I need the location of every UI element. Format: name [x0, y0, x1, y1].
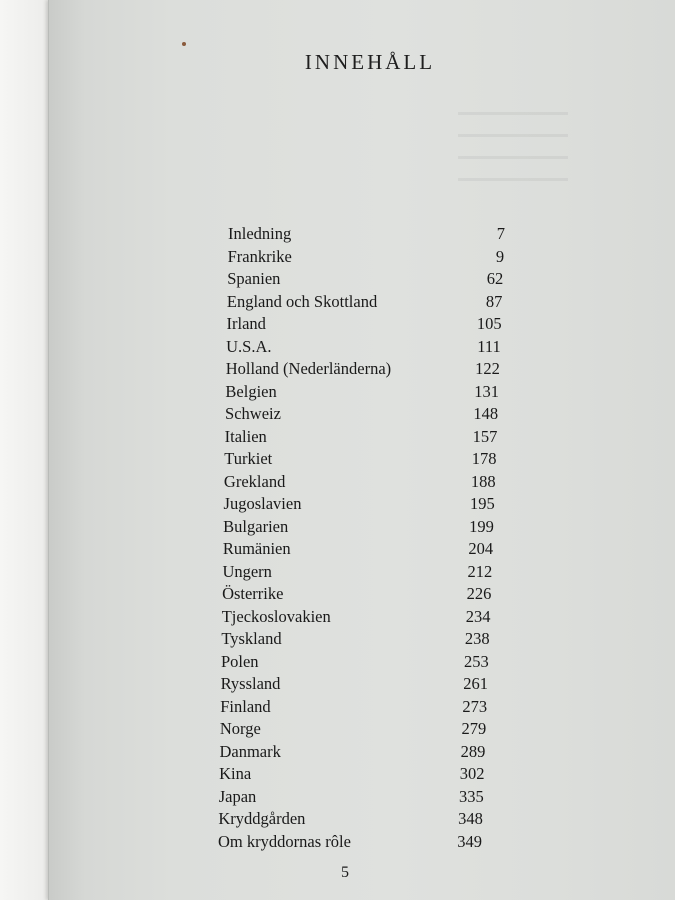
toc-entry-page: 302 [459, 764, 485, 783]
toc-entry-page: 7 [496, 224, 505, 243]
toc-entry [219, 787, 484, 809]
toc-entry-title: Bulgarien [223, 516, 289, 536]
toc-entry-page: 199 [469, 516, 494, 536]
toc-entry [228, 224, 505, 246]
toc-entry [227, 292, 503, 314]
toc-entry [222, 607, 491, 629]
toc-entry-page: 122 [475, 359, 500, 378]
toc-entry-page: 111 [477, 336, 501, 356]
toc-entry [223, 539, 493, 561]
toc-entry-page: 261 [463, 674, 488, 693]
toc-entry-page: 349 [457, 831, 482, 851]
toc-entry [225, 427, 498, 449]
toc-entry-page: 148 [473, 404, 499, 423]
toc-entry [221, 652, 489, 674]
toc-entry-title: Norge [219, 719, 261, 738]
toc-entry-title: Japan [218, 786, 257, 806]
toc-entry [226, 337, 501, 359]
toc-entry-title: Frankrike [227, 246, 292, 266]
toc-entry-page: 212 [467, 561, 493, 581]
toc-entry-page: 348 [458, 809, 483, 828]
toc-entry [222, 584, 491, 606]
toc-entry-page: 279 [461, 719, 487, 738]
toc-entry-title: Danmark [219, 741, 281, 761]
toc-entry-page: 289 [460, 741, 486, 761]
page-title: INNEHÅLL [304, 50, 436, 74]
toc-entry [224, 494, 495, 516]
toc-entry [224, 449, 496, 471]
toc-entry [225, 404, 498, 426]
toc-entry-title: Inledning [228, 224, 292, 243]
toc-entry [222, 562, 492, 584]
page-number: 5 [341, 864, 349, 881]
toc-entry-title: Kryddgården [218, 809, 306, 828]
toc-entry-title: Ungern [222, 561, 272, 581]
toc-entry-title: Kina [219, 764, 252, 783]
toc-entry-title: Tjeckoslovakien [221, 606, 331, 626]
toc-entry-title: Rumänien [222, 539, 291, 558]
toc-entry [220, 719, 486, 741]
toc-entry-page: 157 [472, 426, 498, 446]
toc-entry-page: 226 [466, 584, 492, 603]
toc-entry-title: Holland (Nederländerna) [225, 359, 392, 378]
toc-entry-page: 234 [465, 606, 491, 626]
toc-entry-title: Belgien [225, 381, 277, 401]
toc-entry [223, 517, 494, 539]
toc-entry-page: 238 [464, 629, 490, 648]
toc-entry [218, 809, 482, 831]
toc-entry-title: Irland [226, 314, 266, 333]
toc-entry-page: 188 [470, 471, 496, 491]
toc-entry [224, 472, 496, 494]
toc-entry [219, 742, 485, 764]
toc-entry-title: Jugoslavien [223, 494, 302, 513]
toc-entry-title: U.S.A. [226, 336, 272, 356]
toc-entry-title: Finland [220, 696, 271, 716]
toc-entry-page: 9 [495, 246, 505, 266]
toc-entry-title: Spanien [227, 269, 281, 288]
toc-entry-title: Om kryddornas rôle [218, 831, 351, 851]
toc-entry-page: 105 [476, 314, 502, 333]
toc-entry [220, 697, 487, 719]
toc-entry-title: Polen [220, 651, 259, 671]
toc-entry [227, 314, 502, 336]
toc-entry-page: 335 [458, 786, 484, 806]
toc-entry-page: 178 [471, 449, 497, 468]
toc-entry [219, 764, 484, 786]
toc-entry [225, 382, 499, 404]
toc-entry-title: England och Skottland [226, 291, 378, 311]
toc-entry-title: Tyskland [221, 629, 282, 648]
toc-entry-page: 253 [464, 651, 489, 671]
toc-entry-page: 273 [462, 696, 488, 716]
toc-entry-title: Italien [224, 426, 267, 446]
toc-entry-title: Ryssland [220, 674, 281, 693]
toc-entry-page: 62 [486, 269, 504, 288]
toc-entry [218, 832, 482, 854]
toc-entry-page: 204 [468, 539, 494, 558]
toc-entry-page: 131 [474, 381, 500, 401]
toc-entry-title: Turkiet [224, 449, 273, 468]
toc-entry [221, 629, 489, 651]
toc-entry [221, 674, 488, 696]
toc-entry-title: Schweiz [225, 404, 281, 423]
toc-entry-page: 195 [470, 494, 495, 513]
toc-entry-title: Österrike [222, 584, 284, 603]
toc-entry [226, 359, 500, 381]
toc-entry [228, 247, 505, 269]
toc-entry-page: 87 [485, 291, 503, 311]
toc-entry-title: Grekland [223, 471, 286, 491]
toc-entry [227, 269, 503, 291]
